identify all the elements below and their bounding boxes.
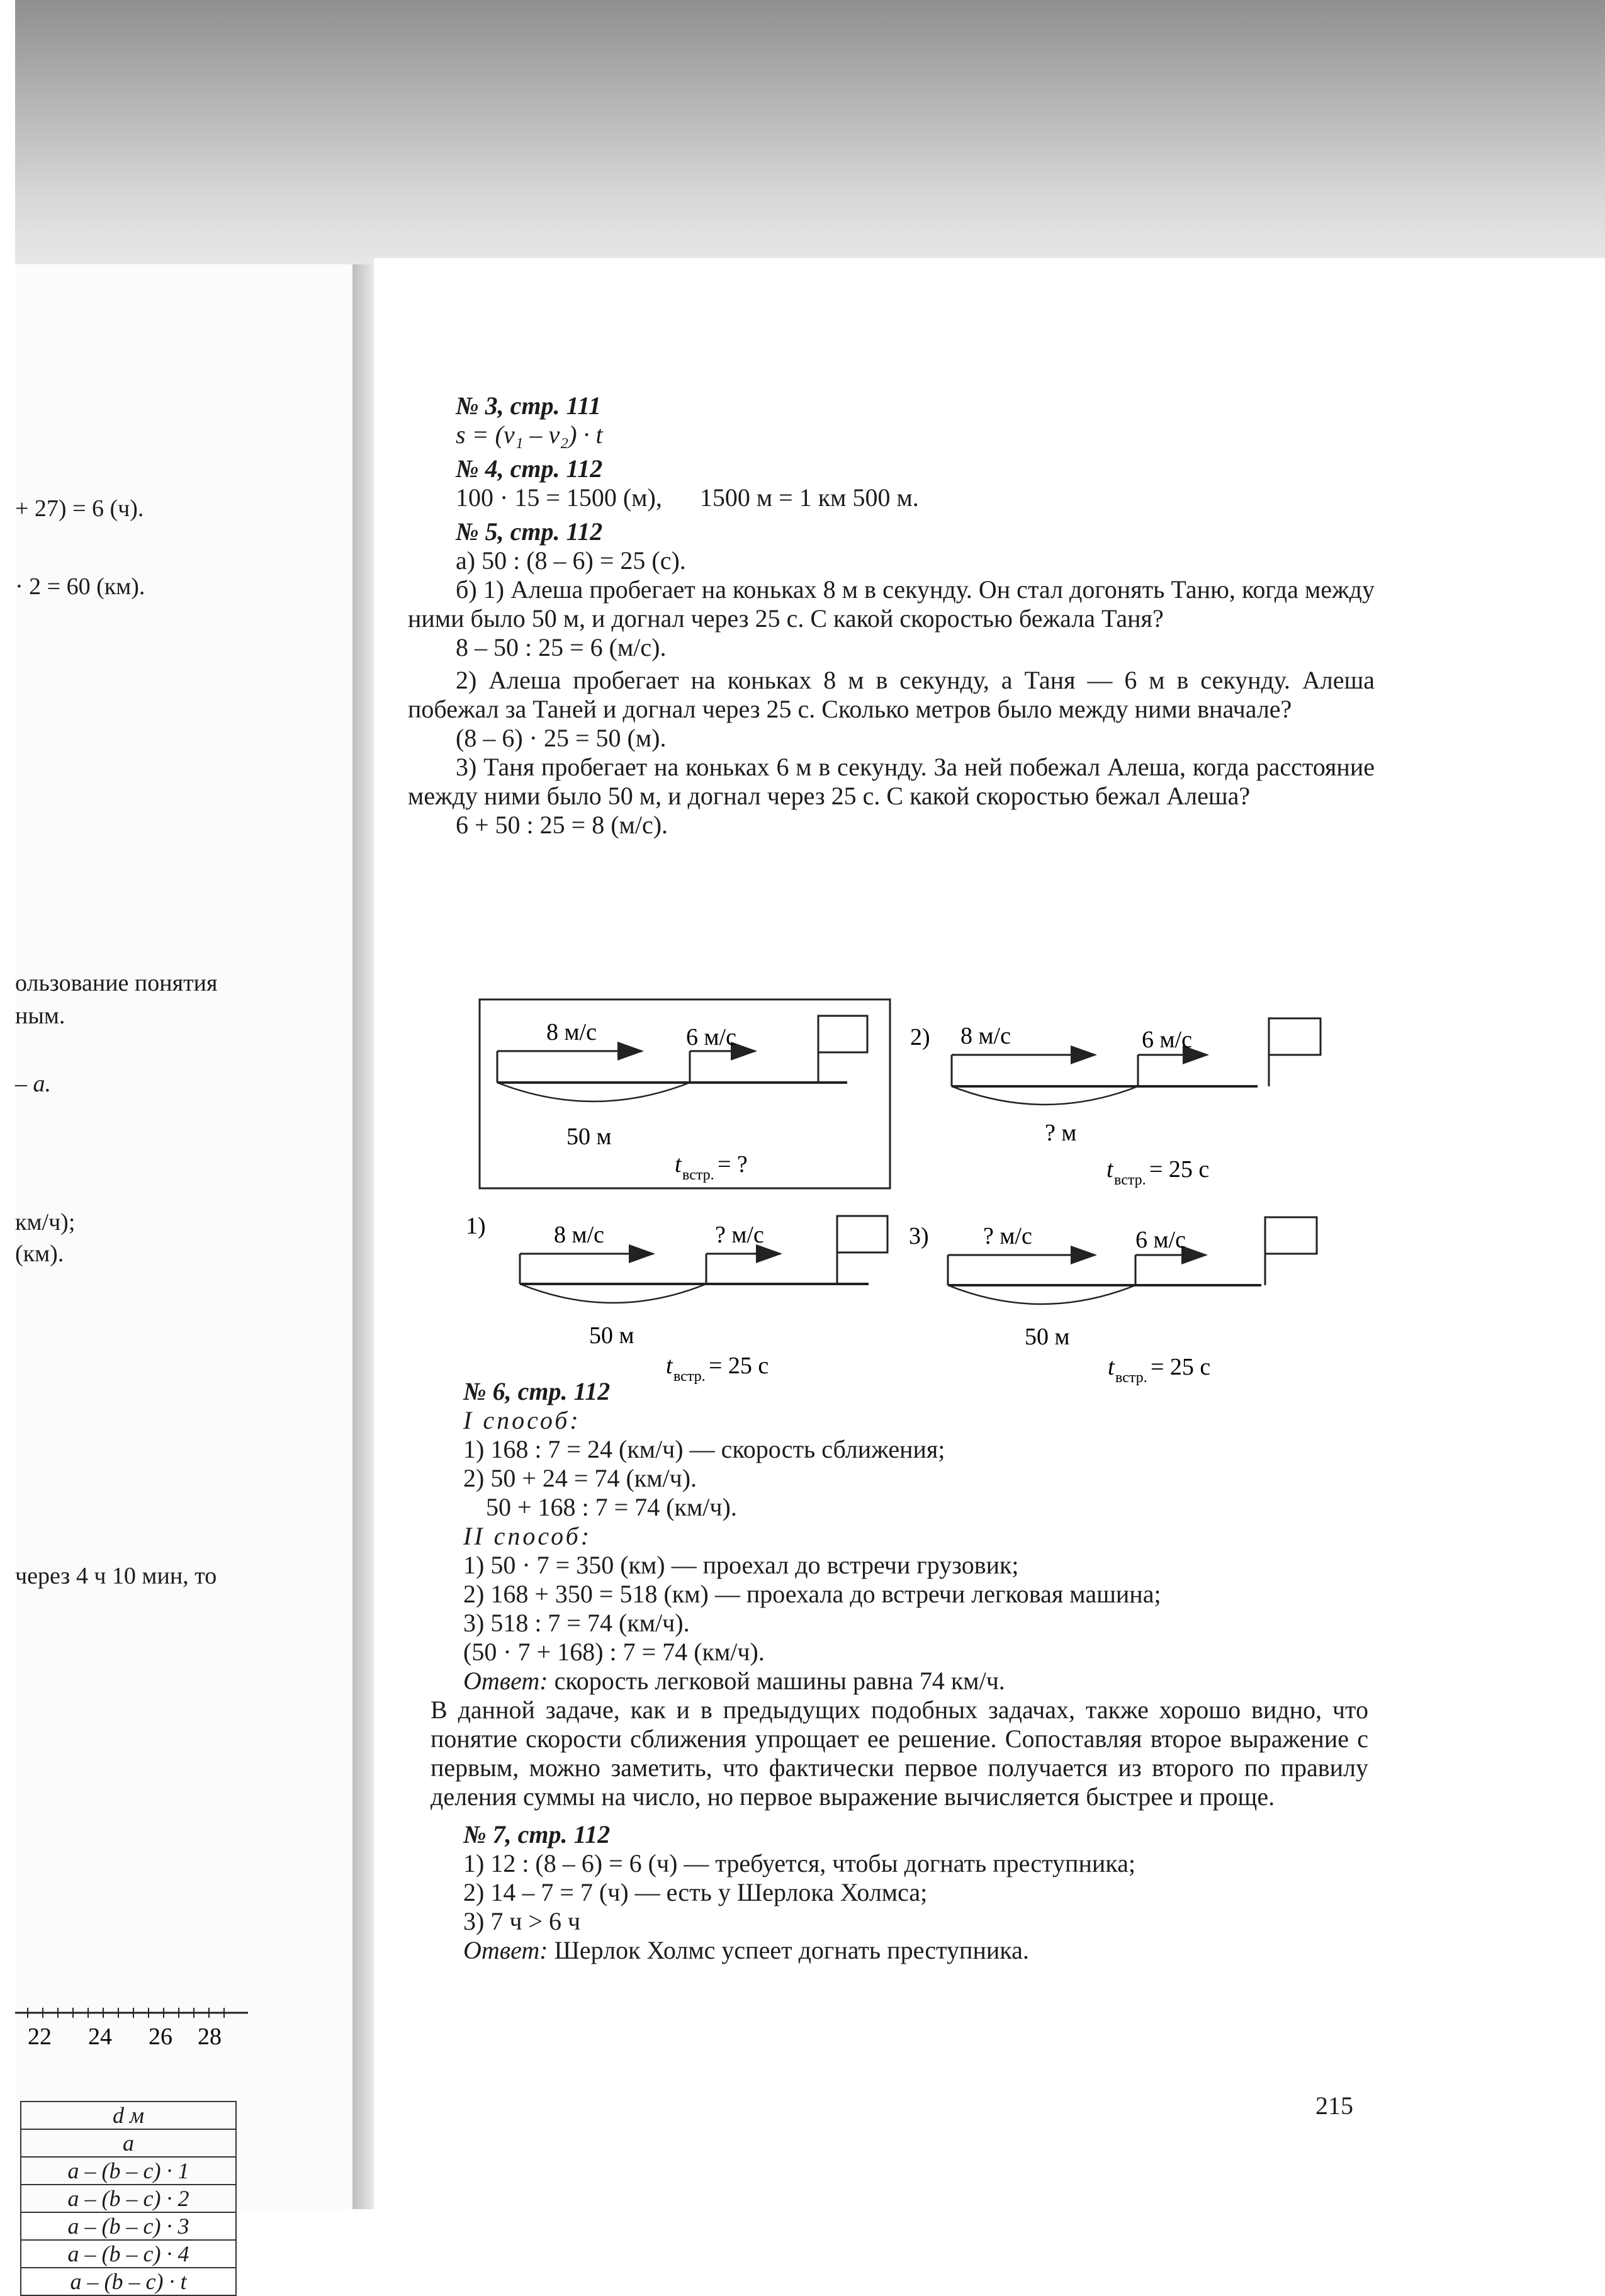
calc-line: 1) 168 : 7 = 24 (км/ч) — скорость сближения; bbox=[463, 1435, 945, 1463]
speed-label: 6 м/с bbox=[1135, 1227, 1186, 1253]
left-line: · 2 = 60 (км). bbox=[15, 573, 145, 600]
diagrams-svg bbox=[466, 997, 1372, 1387]
table-cell: a bbox=[21, 2129, 236, 2157]
answer-text: Шерлок Холмс успеет догнать преступника. bbox=[548, 1936, 1029, 1964]
task-heading: № 5, стр. 112 bbox=[456, 517, 603, 546]
flag-icon bbox=[1265, 1217, 1317, 1254]
problem-text: 3) Таня пробегает на коньках 6 м в секунду. За ней побежал Алеша, когда расстояние между ними было 50 м, и догнал через 25 с. С какой скоростью бежал Алеша? bbox=[408, 753, 1375, 810]
distance-label: 50 м bbox=[1025, 1324, 1070, 1350]
answer-line bbox=[463, 1667, 1368, 1696]
calc-line: а) 50 : (8 – 6) = 25 (с). bbox=[456, 546, 686, 575]
time-label: t bbox=[675, 1151, 682, 1178]
left-page bbox=[15, 264, 374, 2294]
time-value: = 25 с bbox=[1149, 1156, 1210, 1183]
table-cell: d м bbox=[21, 2102, 236, 2129]
time-label: t bbox=[1107, 1156, 1113, 1183]
answer-label: Ответ: bbox=[463, 1936, 548, 1964]
time-label: t bbox=[1108, 1354, 1115, 1380]
time-sub: встр. bbox=[1114, 1172, 1146, 1188]
left-table bbox=[20, 2101, 237, 2296]
speed-label: 6 м/с bbox=[686, 1024, 736, 1050]
table-cell: a – (b – c) · 2 bbox=[21, 2185, 236, 2212]
left-line: – a. bbox=[15, 1071, 51, 1097]
left-line: ользование понятия bbox=[15, 970, 218, 996]
distance-arc bbox=[520, 1284, 706, 1303]
task-heading: № 7, стр. 112 bbox=[463, 1820, 611, 1849]
time-sub: встр. bbox=[673, 1368, 706, 1385]
axis-tick-label: 28 bbox=[198, 2023, 222, 2050]
page-content-lower bbox=[431, 1372, 1368, 1965]
diagram-number: 2) bbox=[910, 1024, 930, 1050]
calc-line: 1) 50 · 7 = 350 (км) — проехал до встречи грузовик; bbox=[463, 1551, 1019, 1579]
diagram-1 bbox=[466, 1213, 887, 1385]
task-heading: № 4, стр. 112 bbox=[456, 454, 603, 483]
distance-label: ? м bbox=[1045, 1120, 1077, 1146]
axis-tick-label: 24 bbox=[88, 2023, 112, 2050]
calc-line: 3) 518 : 7 = 74 (км/ч). bbox=[463, 1609, 690, 1637]
page-content bbox=[408, 386, 1375, 840]
calc-line: 2) 168 + 350 = 518 (км) — проехала до встречи легковая машина; bbox=[463, 1580, 1161, 1608]
time-label: t bbox=[666, 1353, 673, 1379]
diagram-number: 3) bbox=[909, 1223, 929, 1249]
left-line: + 27) = 6 (ч). bbox=[15, 495, 144, 522]
left-line: через 4 ч 10 мин, то bbox=[15, 1563, 217, 1589]
motion-diagrams bbox=[466, 997, 1372, 1390]
speed-label: 8 м/с bbox=[960, 1023, 1011, 1049]
distance-label: 50 м bbox=[566, 1123, 612, 1150]
flag-icon bbox=[1269, 1018, 1321, 1055]
table-cell: a – (b – c) · 3 bbox=[21, 2212, 236, 2240]
axis-tick-label: 26 bbox=[149, 2023, 172, 2050]
answer-line bbox=[463, 1936, 1368, 1965]
task-heading: № 6, стр. 112 bbox=[463, 1377, 611, 1405]
time-sub: встр. bbox=[682, 1167, 714, 1183]
comment-paragraph: В данной задаче, как и в предыдущих подобных задачах, также хорошо видно, что понятие скорости сближения упрощает ее решение. Сопоставляя второе выражение с первым, можно заметить, что фактически первое получается из второго по правилу деления суммы на число, но первое выражение вычисляется быстрее и проще. bbox=[431, 1696, 1368, 1811]
calc-line: (8 – 6) · 25 = 50 (м). bbox=[456, 724, 667, 752]
speed-label: 8 м/с bbox=[554, 1222, 604, 1248]
distance-arc bbox=[497, 1083, 690, 1101]
book-gutter bbox=[352, 264, 374, 2209]
left-line: (км). bbox=[15, 1241, 64, 1267]
speed-label: 6 м/с bbox=[1142, 1027, 1192, 1053]
method-label: II способ: bbox=[463, 1522, 592, 1550]
calc-line: 2) 50 + 24 = 74 (км/ч). bbox=[463, 1464, 697, 1492]
scanner-edge bbox=[0, 0, 15, 2209]
method-label: I способ: bbox=[463, 1406, 581, 1434]
axis-tick-label: 22 bbox=[28, 2023, 52, 2050]
diagram-main bbox=[480, 999, 890, 1188]
calc-line: 100 · 15 = 1500 (м), 1500 м = 1 км 500 м. bbox=[456, 483, 919, 512]
diagram-2 bbox=[910, 1018, 1321, 1188]
flag-icon bbox=[837, 1216, 887, 1252]
table-cell: a – (b – c) · 4 bbox=[21, 2240, 236, 2268]
time-value: = 25 с bbox=[1151, 1354, 1211, 1380]
left-line: ным. bbox=[15, 1003, 65, 1029]
calc-line: (50 · 7 + 168) : 7 = 74 (км/ч). bbox=[463, 1638, 765, 1666]
page-number: 215 bbox=[1315, 2091, 1353, 2120]
scanner-shadow bbox=[0, 0, 1605, 283]
diagram-number: 1) bbox=[466, 1213, 486, 1239]
flag-icon bbox=[818, 1016, 867, 1052]
answer-label: Ответ: bbox=[463, 1667, 548, 1695]
problem-text: 2) Алеша пробегает на коньках 8 м в секунду, а Таня — 6 м в секунду. Алеша побежал за Таней и догнал через 25 с. Сколько метров было между ними вначале? bbox=[408, 666, 1375, 723]
calc-line: 6 + 50 : 25 = 8 (м/с). bbox=[456, 811, 668, 839]
diagram-frame bbox=[480, 999, 890, 1188]
calc-line: 1) 12 : (8 – 6) = 6 (ч) — требуется, чтобы догнать преступника; bbox=[463, 1849, 1135, 1877]
time-sub: встр. bbox=[1115, 1370, 1147, 1386]
diagram-3 bbox=[909, 1217, 1317, 1386]
number-line bbox=[15, 2008, 267, 2071]
calc-line: 8 – 50 : 25 = 6 (м/с). bbox=[456, 633, 667, 661]
table-cell: a – (b – c) · 1 bbox=[21, 2157, 236, 2185]
task-heading: № 3, стр. 111 bbox=[456, 391, 602, 420]
time-value: = 25 с bbox=[709, 1353, 769, 1379]
problem-text: б) 1) Алеша пробегает на коньках 8 м в секунду. Он стал догонять Таню, когда между ними было 50 м, и догнал через 25 с. С какой скоростью бежала Таня? bbox=[408, 575, 1375, 633]
distance-label: 50 м bbox=[589, 1322, 634, 1349]
calc-line: 3) 7 ч > 6 ч bbox=[463, 1907, 581, 1935]
answer-text: скорость легковой машины равна 74 км/ч. bbox=[548, 1667, 1005, 1695]
time-value: = ? bbox=[718, 1151, 748, 1178]
distance-arc bbox=[952, 1086, 1138, 1105]
distance-arc bbox=[948, 1285, 1135, 1304]
speed-label: 8 м/с bbox=[546, 1019, 597, 1045]
speed-label: ? м/с bbox=[715, 1222, 764, 1248]
table-cell: a – (b – c) · t bbox=[21, 2268, 236, 2295]
speed-label: ? м/с bbox=[983, 1223, 1032, 1249]
calc-line: 2) 14 – 7 = 7 (ч) — есть у Шерлока Холмса; bbox=[463, 1878, 928, 1906]
calc-line: 50 + 168 : 7 = 74 (км/ч). bbox=[486, 1493, 737, 1521]
left-line: км/ч); bbox=[15, 1209, 76, 1235]
formula: s = (v₁ – v₂) · t bbox=[456, 420, 603, 449]
